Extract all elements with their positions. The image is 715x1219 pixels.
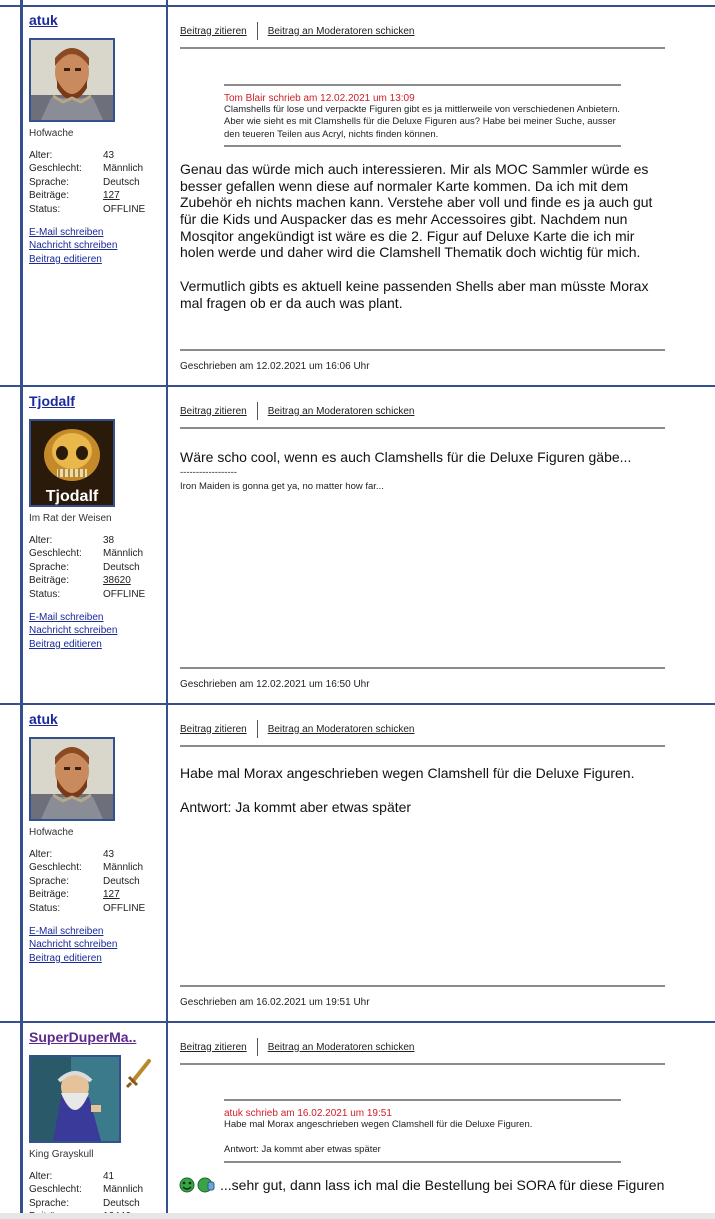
user-info bbox=[29, 848, 161, 915]
quote-header: Tom Blair schrieb am 12.02.2021 um 13:09 bbox=[224, 93, 415, 104]
content-divider bbox=[180, 47, 665, 49]
post-divider bbox=[166, 703, 168, 1021]
post-actions bbox=[180, 21, 665, 41]
quote-bottom-rule bbox=[224, 145, 621, 147]
username-link[interactable]: Tjodalf bbox=[29, 393, 75, 409]
report-moderator-link[interactable]: Beitrag an Moderatoren schicken bbox=[267, 723, 415, 735]
quote-text: Habe mal Morax angeschrieben wegen Clamshell für die Deluxe Figuren. bbox=[224, 1119, 533, 1130]
post-content bbox=[180, 21, 665, 312]
signature-rule: ------------------ bbox=[180, 466, 237, 478]
quote-top-rule bbox=[224, 84, 621, 86]
warrior-portrait-icon bbox=[31, 739, 113, 819]
quote-bottom-rule bbox=[224, 1161, 621, 1163]
post-paragraph: Genau das würde mich auch interessieren. Mir als MOC Sammler würde es besser gefallen wenn diese auf normaler Karte kommen. Da ich mit dem Zubehör eh nichts machen kann. Verstehe aber voll und finde es ja auch gut für die Kids und Auspacker das es mehr Accessoires gibt. Nachdem nun Mosqitor angekündigt ist wäre es die 2. Figur auf Deluxe Karte die ich mir holen werde und daher wird die Clamshell Thematik doch wichtig für mich. bbox=[180, 160, 653, 261]
post-paragraph: Antwort: Ja kommt aber etwas später bbox=[180, 798, 412, 815]
status-label: Status: bbox=[29, 588, 61, 600]
post-top-border bbox=[0, 1021, 715, 1023]
user-rank: Hofwache bbox=[29, 128, 74, 139]
post-divider bbox=[166, 0, 168, 385]
quote-top-rule bbox=[224, 1099, 621, 1101]
post-content bbox=[180, 1037, 665, 1193]
post-top-border bbox=[0, 385, 715, 387]
post-border-left bbox=[20, 0, 23, 385]
status-value: OFFLINE bbox=[103, 588, 146, 600]
scroll-edge bbox=[0, 1213, 715, 1219]
post-top-border bbox=[0, 5, 715, 7]
post-timestamp: Geschrieben am 12.02.2021 um 16:50 Uhr bbox=[180, 679, 370, 690]
gender-label: Geschlecht: bbox=[29, 862, 82, 874]
post-body bbox=[180, 765, 665, 815]
footer-divider bbox=[180, 349, 665, 351]
post-actions bbox=[180, 401, 665, 421]
gender-value: Männlich bbox=[103, 163, 144, 175]
post-paragraph: ...sehr gut, dann lass ich mal die Bestellung bei SORA für diese Figuren bbox=[220, 1176, 665, 1193]
language-value: Deutsch bbox=[103, 561, 140, 573]
status-label: Status: bbox=[29, 203, 61, 215]
quote-block bbox=[224, 1099, 621, 1163]
actions-separator bbox=[257, 402, 258, 420]
age-label: Alter: bbox=[29, 849, 53, 860]
signature: Iron Maiden is gonna get ya, no matter how far... bbox=[180, 480, 384, 492]
user-rank: King Grayskull bbox=[29, 1149, 94, 1160]
message-link[interactable]: Nachricht schreiben bbox=[29, 625, 118, 637]
username-link[interactable]: atuk bbox=[29, 711, 58, 727]
language-value: Deutsch bbox=[103, 1197, 140, 1209]
language-label: Sprache: bbox=[29, 875, 70, 887]
post-actions bbox=[180, 719, 665, 739]
post-content bbox=[180, 401, 665, 492]
thumbs-up-icon bbox=[196, 1177, 216, 1193]
posts-label: Beiträge: bbox=[29, 889, 70, 901]
user-panel bbox=[29, 711, 161, 965]
quote-text: Antwort: Ja kommt aber etwas später bbox=[224, 1144, 381, 1156]
report-moderator-link[interactable]: Beitrag an Moderatoren schicken bbox=[267, 25, 415, 37]
warrior-portrait-icon bbox=[31, 40, 113, 120]
gender-value: Männlich bbox=[103, 862, 144, 874]
email-link[interactable]: E-Mail schreiben bbox=[29, 227, 104, 239]
language-label: Sprache: bbox=[29, 561, 70, 573]
posts-label: Beiträge: bbox=[29, 575, 70, 587]
user-panel bbox=[29, 393, 161, 651]
user-info bbox=[29, 1170, 161, 1219]
edit-post-link[interactable]: Beitrag editieren bbox=[29, 253, 102, 265]
avatar bbox=[29, 737, 115, 821]
edit-post-link[interactable]: Beitrag editieren bbox=[29, 638, 102, 650]
avatar bbox=[29, 38, 115, 122]
post-timestamp: Geschrieben am 12.02.2021 um 16:06 Uhr bbox=[180, 361, 370, 372]
wizard-portrait-icon bbox=[31, 1057, 119, 1141]
user-info bbox=[29, 149, 161, 216]
forum-post bbox=[0, 1021, 715, 1219]
actions-separator bbox=[257, 1038, 258, 1056]
user-links bbox=[29, 226, 161, 266]
quote-header: atuk schrieb am 16.02.2021 um 19:51 bbox=[224, 1108, 392, 1119]
report-moderator-link[interactable]: Beitrag an Moderatoren schicken bbox=[267, 1041, 415, 1053]
content-divider bbox=[180, 745, 665, 747]
post-body bbox=[180, 449, 665, 466]
content-divider bbox=[180, 427, 665, 429]
post-body bbox=[180, 161, 665, 312]
post-paragraph: Vermutlich gibts es aktuell keine passenden Shells aber man müsste Morax mal fragen ob er da auch was plant. bbox=[180, 278, 649, 311]
post-actions bbox=[180, 1037, 665, 1057]
avatar bbox=[29, 419, 115, 507]
gender-label: Geschlecht: bbox=[29, 163, 82, 175]
username-link[interactable]: SuperDuperMa.. bbox=[29, 1029, 137, 1045]
message-link[interactable]: Nachricht schreiben bbox=[29, 240, 118, 252]
quote-post-link[interactable]: Beitrag zitieren bbox=[180, 25, 247, 37]
avatar-wrapper bbox=[29, 1055, 161, 1143]
post-top-border bbox=[0, 703, 715, 705]
footer-divider bbox=[180, 667, 665, 669]
age-value: 43 bbox=[103, 150, 115, 161]
forum-post bbox=[0, 0, 715, 385]
language-label: Sprache: bbox=[29, 176, 70, 188]
user-links bbox=[29, 925, 161, 965]
posts-label: Beiträge: bbox=[29, 190, 70, 202]
user-panel bbox=[29, 1029, 161, 1219]
status-label: Status: bbox=[29, 902, 61, 914]
language-value: Deutsch bbox=[103, 176, 140, 188]
post-body bbox=[178, 1177, 665, 1194]
status-value: OFFLINE bbox=[103, 902, 146, 914]
language-value: Deutsch bbox=[103, 875, 140, 887]
post-divider bbox=[166, 385, 168, 703]
user-info bbox=[29, 534, 161, 601]
quote-text: Clamshells für lose und verpackte Figuren gibt es ja mittlerweile von verschiedenen Anbietern. Aber wie sieht es mit Clamshells für die Deluxe Figuren aus? Habe bei meiner Suche, ausser den teueren Teilen aus Acryl, nichts finden können. bbox=[224, 104, 621, 140]
user-panel bbox=[29, 12, 161, 266]
edit-post-link[interactable]: Beitrag editieren bbox=[29, 952, 102, 964]
forum-post bbox=[0, 385, 715, 703]
age-label: Alter: bbox=[29, 150, 53, 161]
email-link[interactable]: E-Mail schreiben bbox=[29, 926, 104, 938]
post-content bbox=[180, 719, 665, 815]
quote-post-link[interactable]: Beitrag zitieren bbox=[180, 723, 247, 735]
language-label: Sprache: bbox=[29, 1197, 70, 1209]
email-link[interactable]: E-Mail schreiben bbox=[29, 612, 104, 624]
post-divider bbox=[166, 1021, 168, 1219]
post-paragraph: Habe mal Morax angeschrieben wegen Clamshell für die Deluxe Figuren. bbox=[180, 765, 635, 781]
message-link[interactable]: Nachricht schreiben bbox=[29, 939, 118, 951]
posts-count-link[interactable]: 127 bbox=[103, 190, 120, 202]
age-label: Alter: bbox=[29, 1171, 53, 1182]
quote-post-link[interactable]: Beitrag zitieren bbox=[180, 405, 247, 417]
status-value: OFFLINE bbox=[103, 203, 146, 215]
actions-separator bbox=[257, 22, 258, 40]
report-moderator-link[interactable]: Beitrag an Moderatoren schicken bbox=[267, 405, 415, 417]
smiley-icon bbox=[178, 1177, 196, 1193]
age-value: 41 bbox=[103, 1171, 115, 1182]
gender-value: Männlich bbox=[103, 548, 144, 560]
gender-value: Männlich bbox=[103, 1184, 144, 1196]
posts-count-link[interactable]: 38620 bbox=[103, 575, 131, 587]
skull-portrait-icon bbox=[31, 421, 113, 505]
footer-divider bbox=[180, 985, 665, 987]
user-rank: Hofwache bbox=[29, 827, 74, 838]
user-rank: Im Rat der Weisen bbox=[29, 513, 112, 524]
age-value: 43 bbox=[103, 849, 115, 860]
content-divider bbox=[180, 1063, 665, 1065]
avatar-caption: Tjodalf bbox=[45, 488, 99, 505]
gender-label: Geschlecht: bbox=[29, 1184, 82, 1196]
sword-icon bbox=[125, 1059, 153, 1089]
gender-label: Geschlecht: bbox=[29, 548, 82, 560]
post-border-left bbox=[20, 1021, 23, 1219]
username-link[interactable]: atuk bbox=[29, 12, 58, 28]
posts-count-link[interactable]: 127 bbox=[103, 889, 120, 901]
quote-post-link[interactable]: Beitrag zitieren bbox=[180, 1041, 247, 1053]
actions-separator bbox=[257, 720, 258, 738]
forum-post bbox=[0, 703, 715, 1021]
post-paragraph: Wäre scho cool, wenn es auch Clamshells für die Deluxe Figuren gäbe... bbox=[180, 449, 632, 465]
quote-block bbox=[224, 84, 621, 147]
post-border-left bbox=[20, 703, 23, 1021]
post-border-left bbox=[20, 385, 23, 703]
post-timestamp: Geschrieben am 16.02.2021 um 19:51 Uhr bbox=[180, 997, 370, 1008]
age-label: Alter: bbox=[29, 535, 53, 546]
age-value: 38 bbox=[103, 535, 115, 546]
user-links bbox=[29, 611, 161, 651]
avatar bbox=[29, 1055, 121, 1143]
